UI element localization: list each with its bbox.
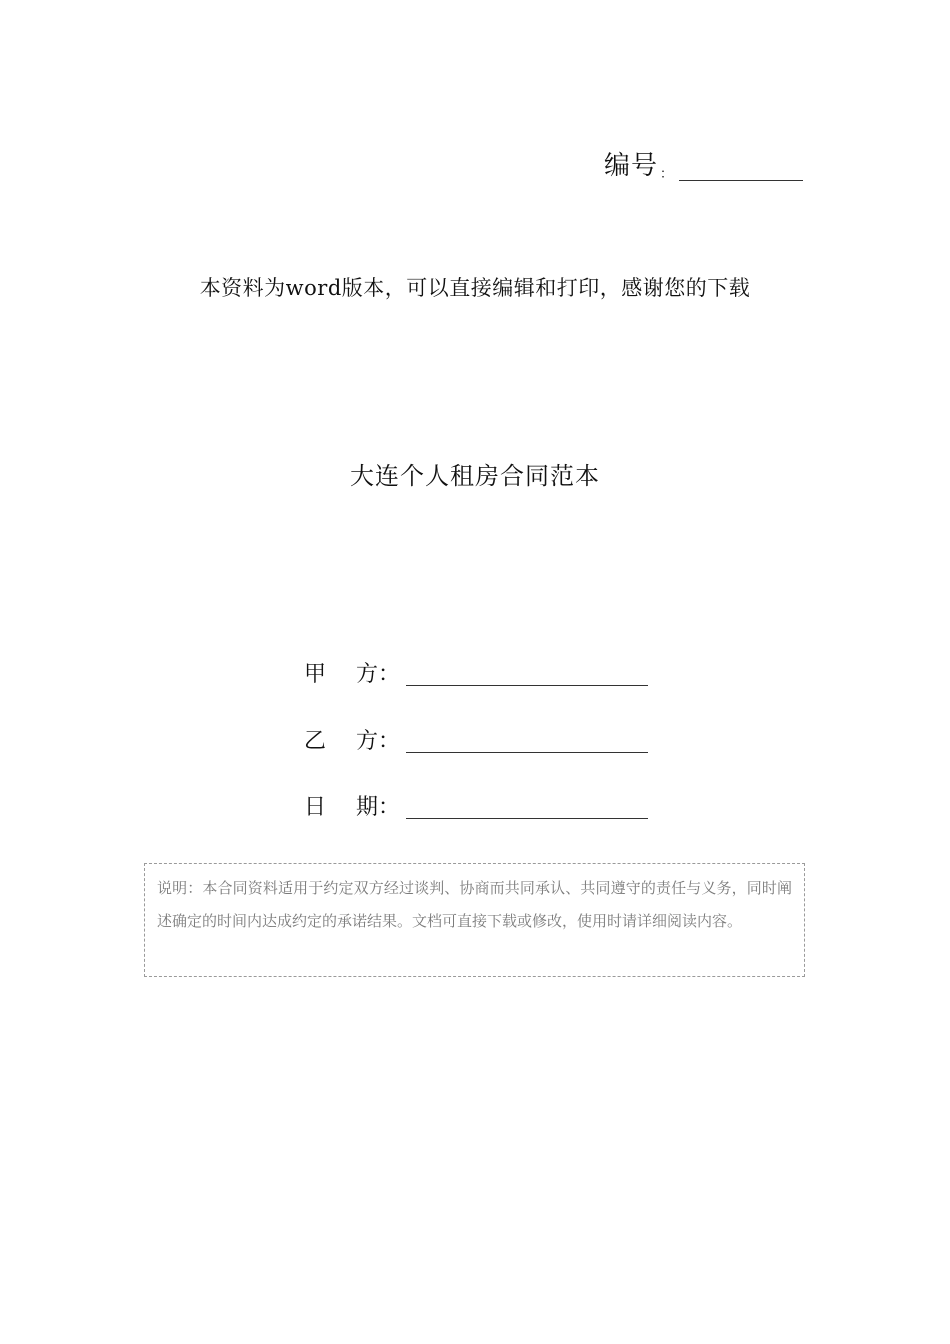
serial-number <box>604 140 803 184</box>
party-b-fill-line[interactable] <box>406 751 648 753</box>
serial-label: 编号 <box>604 151 659 181</box>
description-note: 说明：本合同资料适用于约定双方经过谈判、协商而共同承认、共同遵守的责任与义务，同时阐述确定的时间内达成约定的承诺结果。文档可直接下载或修改，使用时请详细阅读内容。 <box>144 863 805 977</box>
date-row <box>304 789 648 823</box>
date-label: 日 期： <box>304 795 400 820</box>
party-a-row <box>304 656 648 690</box>
date-fill-line[interactable] <box>406 817 648 819</box>
serial-input-line[interactable] <box>679 179 803 181</box>
download-notice: 本资料为word版本，可以直接编辑和打印，感谢您的下载 <box>199 276 751 300</box>
party-b-label: 乙 方： <box>304 729 400 754</box>
party-b-row <box>304 723 648 757</box>
party-a-label: 甲 方： <box>304 662 400 687</box>
party-a-fill-line[interactable] <box>406 684 648 686</box>
serial-colon: ： <box>660 167 674 182</box>
document-title: 大连个人租房合同范本 <box>350 462 600 490</box>
